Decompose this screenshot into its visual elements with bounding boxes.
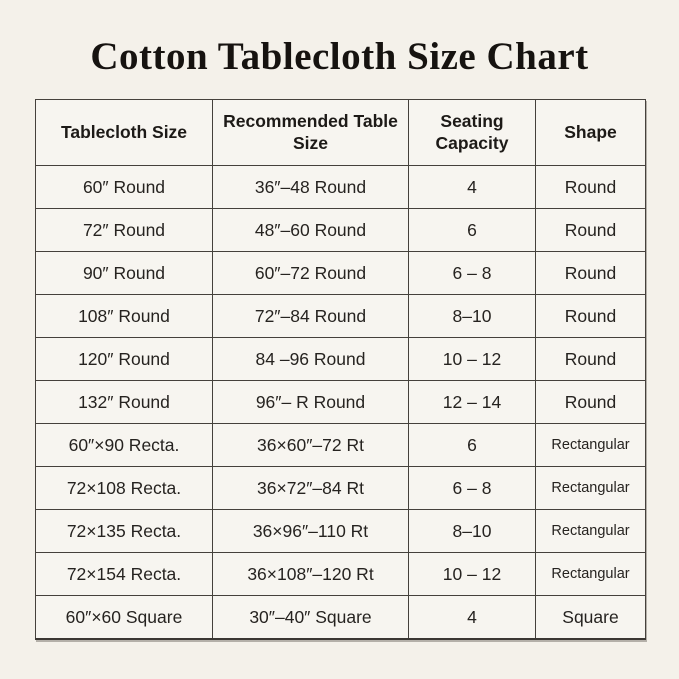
table-cell: 4: [409, 166, 536, 209]
table-row: [36, 381, 646, 424]
table-cell: 6: [409, 424, 536, 467]
table-cell: 72×135 Recta.: [36, 510, 213, 553]
header-row: [36, 100, 646, 166]
table-cell: Round: [536, 381, 646, 424]
column-header: Tablecloth Size: [36, 100, 213, 166]
table-cell: 36×96″–110 Rt: [213, 510, 409, 553]
table-cell: 108″ Round: [36, 295, 213, 338]
table-row: [36, 252, 646, 295]
table-cell: Round: [536, 338, 646, 381]
tablecloth-size-table: [35, 99, 646, 640]
table-cell: Round: [536, 209, 646, 252]
page-title: Cotton Tablecloth Size Chart: [90, 35, 589, 78]
table-cell: 30″–40″ Square: [213, 596, 409, 640]
table-row: [36, 553, 646, 596]
table-cell: 132″ Round: [36, 381, 213, 424]
table-cell: Round: [536, 295, 646, 338]
table-row: [36, 424, 646, 467]
table-cell: Round: [536, 252, 646, 295]
table-body: [36, 166, 646, 640]
table-cell: 36×108″–120 Rt: [213, 553, 409, 596]
table-cell: 10 – 12: [409, 338, 536, 381]
column-header: Shape: [536, 100, 646, 166]
table-row: [36, 209, 646, 252]
table-header: [36, 100, 646, 166]
table-cell: Round: [536, 166, 646, 209]
table-cell: 36×60″–72 Rt: [213, 424, 409, 467]
table-cell: 72″ Round: [36, 209, 213, 252]
table-cell: 8–10: [409, 295, 536, 338]
table-row: [36, 295, 646, 338]
table-cell: 6: [409, 209, 536, 252]
table-row: [36, 338, 646, 381]
table-cell: Rectangular: [536, 553, 646, 596]
table-cell: 90″ Round: [36, 252, 213, 295]
table-cell: 6 – 8: [409, 467, 536, 510]
table-cell: Rectangular: [536, 510, 646, 553]
table-cell: 60″×60 Square: [36, 596, 213, 640]
table-cell: 72″–84 Round: [213, 295, 409, 338]
table-cell: 48″–60 Round: [213, 209, 409, 252]
table-row: [36, 166, 646, 209]
table-cell: 72×154 Recta.: [36, 553, 213, 596]
table-cell: 8–10: [409, 510, 536, 553]
table-cell: 60″ Round: [36, 166, 213, 209]
table-cell: Square: [536, 596, 646, 640]
table-cell: 72×108 Recta.: [36, 467, 213, 510]
table-cell: 36×72″–84 Rt: [213, 467, 409, 510]
table-cell: 36″–48 Round: [213, 166, 409, 209]
table-cell: Rectangular: [536, 424, 646, 467]
table-cell: Rectangular: [536, 467, 646, 510]
table-cell: 10 – 12: [409, 553, 536, 596]
column-header: Seating Capacity: [409, 100, 536, 166]
table-row: [36, 467, 646, 510]
table-cell: 12 – 14: [409, 381, 536, 424]
table-row: [36, 596, 646, 640]
table-cell: 60″–72 Round: [213, 252, 409, 295]
table-cell: 6 – 8: [409, 252, 536, 295]
table-cell: 4: [409, 596, 536, 640]
column-header: Recommended Table Size: [213, 100, 409, 166]
table-cell: 60″×90 Recta.: [36, 424, 213, 467]
table-cell: 120″ Round: [36, 338, 213, 381]
table-row: [36, 510, 646, 553]
table-cell: 96″– R Round: [213, 381, 409, 424]
table-cell: 84 –96 Round: [213, 338, 409, 381]
